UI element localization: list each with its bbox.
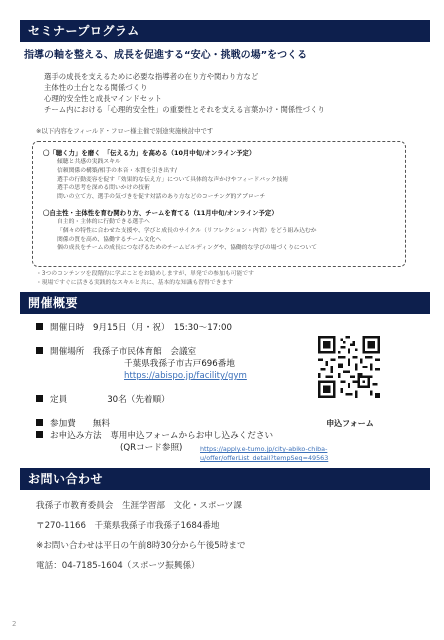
date-value: 9月15日（月・祝） 15:30～17:00 xyxy=(93,323,232,333)
fee-value: 無料 xyxy=(92,419,110,429)
session-line: 関係の質を高め、協働するチーム文化へ xyxy=(57,236,162,243)
capacity-value: 30名（先着順） xyxy=(107,395,170,405)
contact-line: 我孫子市教育委員会 生涯学習部 文化・スポーツ課 xyxy=(36,501,242,511)
seminar-bullet: 心理的安全性と成長マインドセット xyxy=(44,94,162,103)
session-line: 選手の思考を深める問いかけの技術 xyxy=(57,185,150,192)
overview-heading: 開催概要 xyxy=(20,292,430,314)
square-bullet-icon xyxy=(36,347,43,354)
square-bullet-icon xyxy=(36,431,43,438)
page-number: 2 xyxy=(12,620,17,628)
qr-code-icon[interactable] xyxy=(318,336,380,398)
square-bullet-icon xyxy=(36,395,43,402)
contact-heading: お問い合わせ xyxy=(20,468,430,490)
contact-line: 電話：04-7185-1604（スポーツ振興係） xyxy=(36,561,200,571)
session-line: 自主的・主体的に行動できる選手へ xyxy=(57,218,150,225)
venue-address: 千葉県我孫子市古戸696番地 xyxy=(124,359,235,369)
qr-label: 申込フォーム xyxy=(326,419,374,428)
seminar-bullet-list xyxy=(44,71,325,115)
venue-link[interactable]: https://abispo.jp/facility/gym xyxy=(124,371,247,381)
session-line: 選手の行動変容を促す「効果的な伝え方」について具体的な声かけやフィードバック技術 xyxy=(57,176,289,183)
session-line: 傾聴と共感の実践スキル xyxy=(57,159,121,165)
session-title: 〇自主性・主体性を育む関わり方、チームを育てる（11月中旬/オンライン予定） xyxy=(43,208,278,217)
seminar-bullet: 主体性の土台となる関係づくり xyxy=(44,83,148,92)
seminar-note: ※以下内容をフィールド・フロー様主催で別途実施検討中です xyxy=(36,127,214,135)
apply-qr-note: (QRコード参照) xyxy=(120,443,183,453)
apply-link[interactable]: u/offer/offerList_detail?tempSeq=49563 xyxy=(200,454,329,462)
apply-label: お申込み方法 xyxy=(50,431,102,441)
session-title: 〇「聴く力」を磨く 「伝える力」を高める（10月中旬/オンライン予定） xyxy=(43,149,256,157)
session-box xyxy=(32,141,406,267)
date-row xyxy=(36,322,232,335)
apply-value: 専用申込フォームからお申し込みください xyxy=(110,431,274,441)
session-line: 「個々の特性に合わせた支援や、学びと成長のサイクル（リフレクション・内省）をどう組み込むか xyxy=(57,227,317,234)
date-label: 開催日時 xyxy=(50,323,85,333)
contact-line: 〒270-1166 千葉県我孫子市我孫子1684番地 xyxy=(36,521,220,531)
apply-link[interactable]: https://apply.e-tumo.jp/city-abiko-chiba- xyxy=(200,445,328,453)
after-note: ・3つのコンテンツを段階的に学ぶことをお勧めしますが、単発での参加も可能です xyxy=(36,271,254,277)
capacity-row xyxy=(36,394,170,407)
square-bullet-icon xyxy=(36,323,43,330)
fee-label: 参加費 xyxy=(50,419,76,429)
after-note: ・現場ですぐに活きる実践的なスキルと共に、基本的な知識も習得できます xyxy=(36,280,234,286)
seminar-headline: 指導の軸を整える、成長を促進する“安心・挑戦の場”をつくる xyxy=(24,50,308,61)
venue-name: 我孫子市民体育館 会議室 xyxy=(93,347,197,357)
session-line: 個の成長をチームの成長につなげるためのチームビルディングや、協働的な学びの場づくりについて xyxy=(57,245,317,252)
square-bullet-icon xyxy=(36,419,43,426)
seminar-heading: セミナープログラム xyxy=(20,20,430,42)
session-line: 信頼関係の構築/相手の本音・本質を引き出す/ xyxy=(57,167,177,174)
seminar-bullet: チーム内における「心理的安全性」の重要性とそれを支える言葉かけ・関係性づくり xyxy=(44,105,325,114)
session-line: 問いの立て方、選手の気づきを促す対話のあり方などのコーチング的アプローチ xyxy=(57,194,266,201)
contact-line: ※お問い合わせは平日の午前8時30分から午後5時まで xyxy=(36,541,246,551)
venue-label: 開催場所 xyxy=(50,347,85,357)
capacity-label: 定員 xyxy=(50,395,68,405)
seminar-bullet: 選手の成長を支えるために必要な指導者の在り方や関わり方など xyxy=(44,72,259,81)
